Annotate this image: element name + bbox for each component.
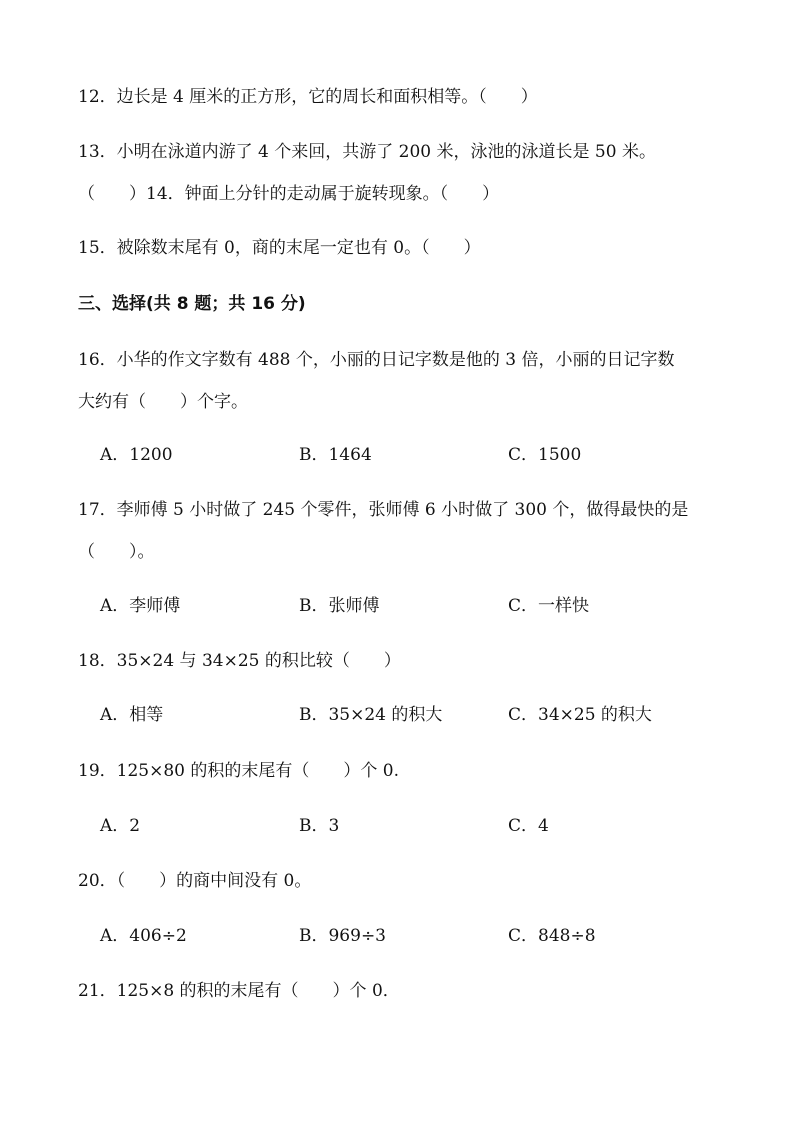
question-20-option-a: A．406÷2 <box>100 926 187 946</box>
question-13: 13．小明在泳道内游了 4 个来回，共游了 200 米，泳池的泳道长是 50 米。 <box>78 142 656 162</box>
question-18-options <box>100 704 700 726</box>
question-17-option-c: C．一样快 <box>508 596 590 616</box>
question-19-option-b: B．3 <box>299 816 340 836</box>
question-17-line-1: 17．李师傅 5 小时做了 245 个零件，张师傅 6 小时做了 300 个，做得最快的是 <box>78 500 689 520</box>
question-20-option-b: B．969÷3 <box>299 926 387 946</box>
question-17-line-2: （ ）。 <box>78 542 155 562</box>
section-title: 三、选择(共 8 题；共 16 分) <box>78 294 306 314</box>
question-13-blank-and-question-14: （ ）14．钟面上分针的走动属于旋转现象。（ ） <box>78 184 500 204</box>
question-16-line-1: 16．小华的作文字数有 488 个，小丽的日记字数是他的 3 倍，小丽的日记字数 <box>78 350 675 370</box>
question-16-option-c: C．1500 <box>508 445 582 465</box>
question-20-options <box>100 925 700 947</box>
question-17-option-a: A．李师傅 <box>100 596 181 616</box>
question-16-option-a: A．1200 <box>100 445 173 465</box>
question-19-option-a: A．2 <box>100 816 141 836</box>
question-18-option-c: C．34×25 的积大 <box>508 705 652 725</box>
question-17-options <box>100 595 700 617</box>
question-18-option-a: A．相等 <box>100 705 164 725</box>
question-16-options <box>100 444 700 466</box>
question-18-option-b: B．35×24 的积大 <box>299 705 443 725</box>
question-12: 12．边长是 4 厘米的正方形，它的周长和面积相等。（ ） <box>78 87 538 107</box>
question-16-option-b: B．1464 <box>299 445 372 465</box>
question-17-option-b: B．张师傅 <box>299 596 380 616</box>
question-21: 21．125×8 的积的末尾有（ ）个 0． <box>78 981 400 1001</box>
question-20-option-c: C．848÷8 <box>508 926 596 946</box>
question-19: 19．125×80 的积的末尾有（ ）个 0. <box>78 761 399 781</box>
question-15: 15．被除数末尾有 0，商的末尾一定也有 0。（ ） <box>78 238 481 258</box>
question-16-line-2: 大约有（ ）个字。 <box>78 392 248 412</box>
question-19-option-c: C．4 <box>508 816 549 836</box>
question-19-options <box>100 815 700 837</box>
question-18: 18．35×24 与 34×25 的积比较（ ） <box>78 651 401 671</box>
question-20: 20．（ ）的商中间没有 0。 <box>78 871 312 891</box>
